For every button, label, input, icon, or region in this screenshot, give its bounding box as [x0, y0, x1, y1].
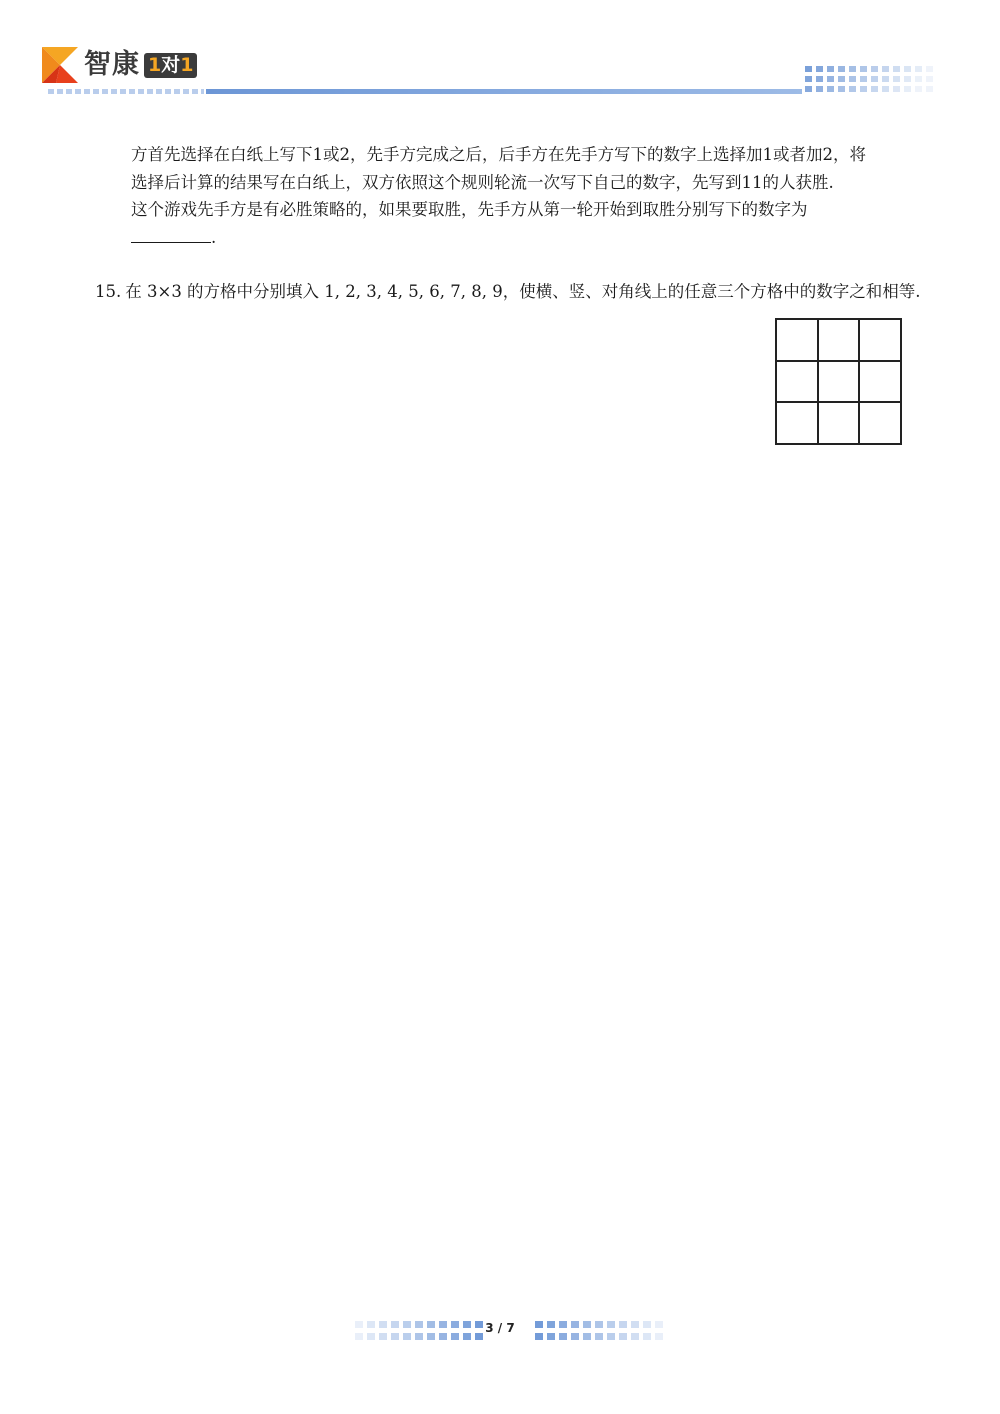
grid-cell[interactable] [859, 402, 901, 444]
problem-14-line-3: 这个游戏先手方是有必胜策略的，如果要取胜，先手方从第一轮开始到取胜分别写下的数字为 [131, 200, 808, 219]
ornament-pixel [882, 66, 889, 72]
brand-name: 智康 [84, 49, 140, 80]
grid-cell[interactable] [776, 402, 818, 444]
ornament-pixel [816, 76, 823, 82]
ornament-pixel [893, 66, 900, 72]
problem-14-end-mark: . [211, 227, 217, 247]
header-rule [206, 89, 802, 94]
ornament-pixel [926, 76, 933, 82]
header-dotted-rule [48, 89, 204, 94]
ornament-pixel [882, 76, 889, 82]
ornament-pixel [915, 76, 922, 82]
ornament-pixel [849, 66, 856, 72]
ornament-pixel [860, 66, 867, 72]
header-pixel-ornament [805, 66, 937, 96]
ornament-pixel [816, 66, 823, 72]
answer-blank[interactable] [131, 226, 211, 243]
grid-cell[interactable] [776, 319, 818, 361]
brand-logo [42, 47, 197, 83]
grid-cell[interactable] [859, 319, 901, 361]
ornament-pixel [915, 66, 922, 72]
problem-14-line-4 [131, 224, 921, 252]
ornament-pixel [849, 86, 856, 92]
ornament-pixel [827, 76, 834, 82]
problem-15-number: 15. [95, 282, 122, 301]
ornament-pixel [893, 76, 900, 82]
magic-square-grid [775, 318, 902, 445]
grid-cell[interactable] [776, 361, 818, 403]
brand-logo-icon [42, 47, 78, 83]
ornament-pixel [893, 86, 900, 92]
ornament-pixel [871, 66, 878, 72]
problem-14-continuation [131, 141, 921, 251]
ornament-pixel [860, 76, 867, 82]
ornament-pixel [838, 66, 845, 72]
ornament-pixel [926, 66, 933, 72]
ornament-pixel [871, 76, 878, 82]
grid-cell[interactable] [859, 361, 901, 403]
ornament-pixel [871, 86, 878, 92]
ornament-pixel [805, 66, 812, 72]
ornament-pixel [849, 76, 856, 82]
ornament-pixel [904, 66, 911, 72]
ornament-pixel [904, 86, 911, 92]
grid-cell[interactable] [818, 402, 860, 444]
ornament-pixel [827, 86, 834, 92]
ornament-pixel [805, 86, 812, 92]
grid-cell[interactable] [818, 319, 860, 361]
ornament-pixel [926, 86, 933, 92]
ornament-pixel [838, 76, 845, 82]
ornament-pixel [805, 76, 812, 82]
problem-14-line-2: 选择后计算的结果写在白纸上，双方依照这个规则轮流一次写下自己的数字，先写到11的人获胜. [131, 172, 834, 192]
ornament-pixel [882, 86, 889, 92]
problem-14-line-1: 方首先选择在白纸上写下1或2，先手方完成之后，后手方在先手方写下的数字上选择加1或者加2，将 [131, 145, 866, 164]
grid-cell[interactable] [818, 361, 860, 403]
ornament-pixel [904, 76, 911, 82]
page-number: 3 / 7 [485, 1321, 515, 1335]
problem-15-text: 在 3×3 的方格中分别填入 1, 2, 3, 4, 5, 6, 7, 8, 9，使横、竖、对角线上的任意三个方格中的数字之和相等. [125, 282, 921, 301]
brand-badge-digit-1: 1 [148, 53, 162, 76]
ornament-pixel [915, 86, 922, 92]
ornament-pixel [827, 66, 834, 72]
problem-15 [95, 278, 935, 306]
ornament-pixel [838, 86, 845, 92]
ornament-pixel [860, 86, 867, 92]
brand-badge [144, 53, 197, 78]
ornament-pixel [816, 86, 823, 92]
brand-badge-word: 对 [161, 53, 181, 76]
brand-badge-digit-2: 1 [180, 53, 194, 76]
